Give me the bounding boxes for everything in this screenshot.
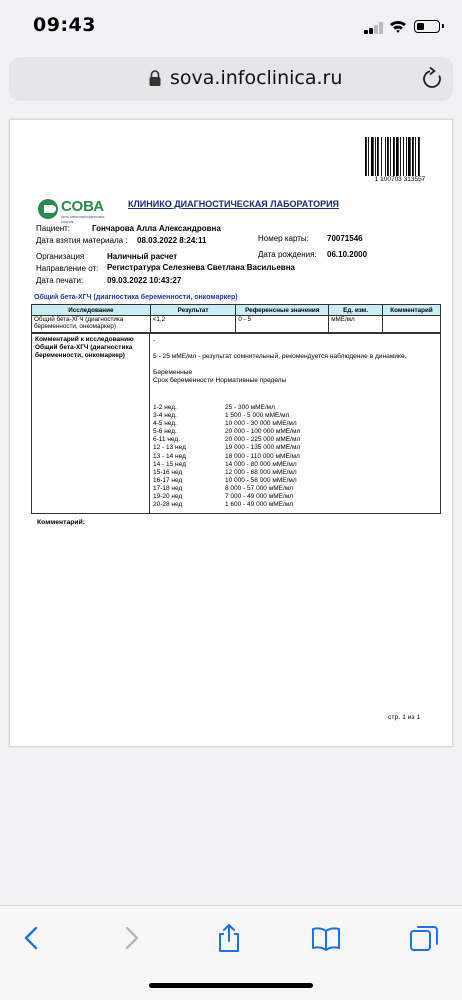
list-item [153, 453, 300, 461]
list-item [153, 469, 300, 477]
header-result: Результат [150, 305, 236, 316]
lab-title: КЛИНИКО ДИАГНОСТИЧЕСКАЯ ЛАБОРАТОРИЯ [128, 199, 340, 209]
commentary-terms-header: Срок беременности Нормативные пределы [153, 377, 287, 384]
forward-icon[interactable] [116, 923, 146, 953]
commentary-note: 5 - 25 мМЕ/мл - результат сомнительный, рекомендуется наблюдение в динамике. [153, 353, 407, 360]
document-page [9, 119, 453, 747]
header-study: Исследование [32, 305, 151, 316]
pregnancy-terms-list [153, 404, 300, 509]
sample-date: 08.03.2022 8:24:11 [137, 236, 207, 245]
term-range: 12 000 - 68 000 мМЕ/мл [225, 468, 297, 476]
cell-study: Общий бета-ХГЧ (диагностика беременности, онкомаркер) [32, 316, 151, 334]
share-icon[interactable] [214, 923, 244, 953]
commentary-dash: - [153, 337, 156, 344]
bookmarks-icon[interactable] [311, 923, 341, 953]
cell-unit: мМЕ/мл [329, 316, 383, 334]
term-range: 10 000 - 58 000 мМЕ/мл [225, 476, 297, 484]
list-item [153, 444, 300, 452]
term-range: 14 000 - 80 000 мМЕ/мл [225, 460, 297, 468]
cell-result: <1.2 [150, 316, 236, 334]
term-period: 3-4 нед. [153, 412, 177, 420]
patient-name: Гончарова Алла Александровна [92, 224, 221, 233]
patient-label: Пациент: [36, 224, 71, 233]
term-period: 1-2 нед. [153, 404, 177, 411]
header-comment: Комментарий [383, 305, 441, 316]
barcode-number: 1 100703 313557 [374, 176, 426, 183]
list-item [153, 428, 300, 436]
term-range: 1 500 - 5 000 мМЕ/мл [225, 412, 290, 420]
term-range: 20 000 - 225 000 мМЕ/мл [225, 436, 301, 444]
comment-label: Комментарий: [37, 519, 86, 526]
back-icon[interactable] [17, 923, 47, 953]
cellular-signal-icon [364, 21, 384, 34]
term-period: 20-28 нед [153, 501, 183, 509]
commentary-box [31, 332, 441, 514]
url-text[interactable]: sova.infoclinica.ru [170, 67, 343, 89]
term-range: 25 - 300 мМЕ/мл [225, 404, 275, 411]
term-period: 17-18 нед [153, 484, 183, 492]
address-bar[interactable] [9, 57, 453, 101]
page-number: стр. 1 из 1 [388, 714, 421, 721]
cell-comment [383, 316, 441, 334]
barcode-image [365, 137, 435, 176]
birth-value: 06.10.2000 [327, 250, 368, 259]
header-unit: Ед. изм. [329, 305, 383, 316]
list-item [153, 404, 300, 412]
commentary-label: Комментарий к исследованию Общий бета-ХГЧ (диагностика беременности, онкомаркер) [35, 336, 134, 359]
list-item [153, 412, 300, 420]
org-value: Наличный расчет [107, 252, 178, 261]
tabs-icon[interactable] [409, 923, 439, 953]
referral-label: Направление от: [36, 264, 99, 273]
term-range: 19 000 - 135 000 мМЕ/мл [225, 444, 301, 452]
card-number: 70071546 [327, 234, 363, 243]
term-range: 8 000 - 57 000 мМЕ/мл [225, 484, 294, 492]
commentary-pregnant: Беременные [153, 369, 193, 376]
lock-icon [148, 69, 162, 87]
referral-value: Регистратура Селезнева Светлана Васильевна [107, 263, 295, 272]
table-row [32, 316, 441, 334]
list-item [153, 461, 300, 469]
list-item [153, 436, 300, 444]
birth-label: Дата рождения: [258, 250, 317, 259]
section-title: Общий бета-ХГЧ (диагностика беременности, онкомаркер) [34, 294, 238, 301]
term-range: 18 000 - 110 000 мМЕ/мл [225, 452, 300, 460]
header-reference: Референсные значения [236, 305, 329, 316]
term-period: 16-17 нед [153, 476, 183, 484]
logo-name: СОВА [61, 198, 105, 215]
commentary-body [153, 337, 439, 385]
term-period: 19-20 нед [153, 493, 183, 501]
term-range: 1 600 - 49 000 мМЕ/мл [225, 501, 294, 509]
home-indicator [149, 983, 313, 988]
term-period: 6-11 нед. [153, 436, 180, 444]
cell-reference: 0 - 5 [236, 316, 329, 334]
term-period: 14 - 15 нед [153, 460, 186, 468]
list-item [153, 501, 300, 509]
table-header-row [32, 305, 441, 316]
wifi-icon [389, 18, 407, 34]
list-item [153, 493, 300, 501]
list-item [153, 477, 300, 485]
term-range: 20 000 - 100 000 мМЕ/мл [225, 428, 301, 436]
card-label: Номер карты: [258, 234, 309, 243]
list-item [153, 420, 300, 428]
term-range: 7 000 - 49 000 мМЕ/мл [225, 493, 294, 501]
print-date: 09.03.2022 10:43:27 [107, 276, 182, 285]
logo-subtitle: сеть многопрофильных клиник [61, 214, 105, 224]
term-range: 10 000 - 30 000 мМЕ/мл [225, 420, 297, 428]
print-date-label: Дата печати: [36, 276, 84, 285]
reload-icon[interactable] [421, 67, 443, 91]
term-period: 12 - 13 нед [153, 444, 186, 452]
status-time: 09:43 [33, 14, 96, 36]
sample-date-label: Дата взятия материала : [36, 236, 128, 245]
term-period: 15-16 нед [153, 468, 183, 476]
term-period: 4-5 нед. [153, 420, 177, 428]
org-label: Организация [36, 252, 85, 261]
term-period: 5-6 нед. [153, 428, 177, 436]
term-period: 13 - 14 нед [153, 452, 186, 460]
list-item [153, 485, 300, 493]
status-bar [0, 0, 462, 52]
sova-logo-icon [38, 199, 58, 219]
battery-icon [414, 20, 440, 33]
sova-logo [38, 198, 112, 224]
results-table [31, 304, 441, 334]
